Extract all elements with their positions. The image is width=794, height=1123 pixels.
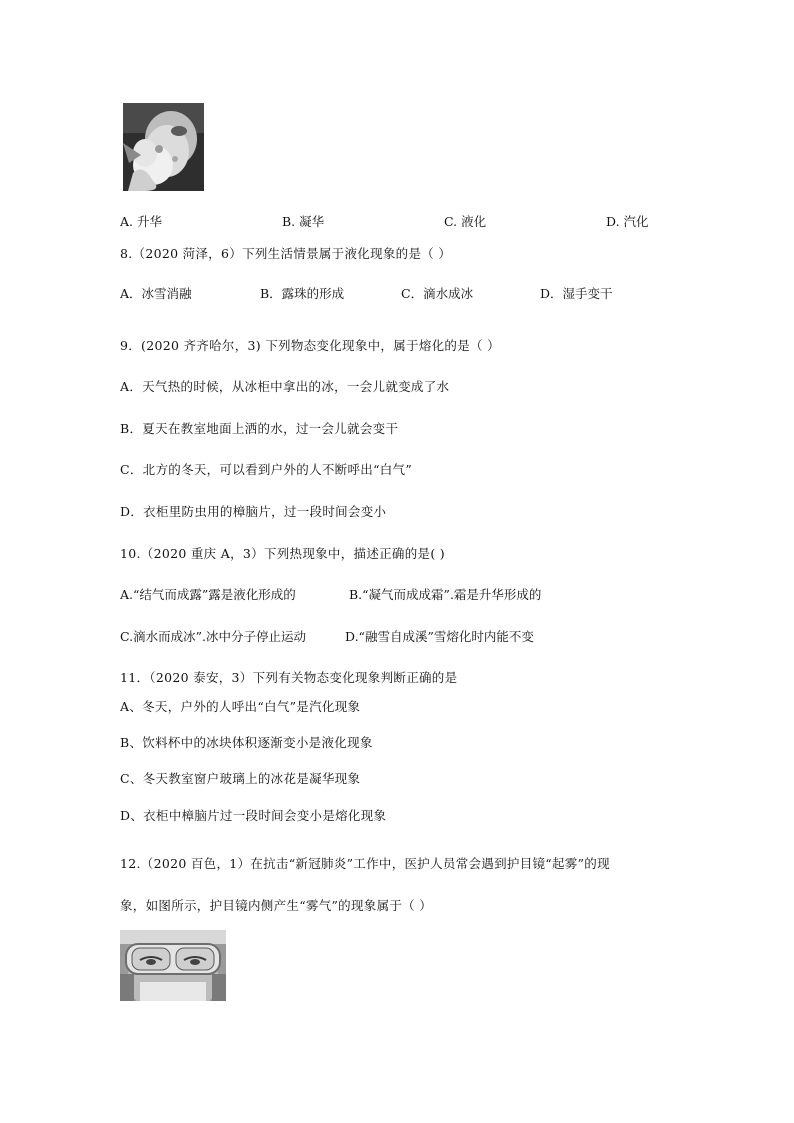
q8-option-b: B．露珠的形成 (260, 286, 345, 301)
frost-face-image (123, 103, 204, 191)
q7-option-d: D. 汽化 (606, 214, 649, 229)
q11-option-a: A、冬天，户外的人呼出“白气”是汽化现象 (120, 699, 361, 714)
q9-stem: 9．(2020 齐齐哈尔，3) 下列物态变化现象中，属于熔化的是（ ） (120, 338, 500, 353)
q10-stem: 10.（2020 重庆 A，3）下列热现象中，描述正确的是( ) (120, 546, 445, 561)
q10-option-b: B.“凝气而成成霜”.霜是升华形成的 (349, 587, 542, 602)
q10-option-a: A.“结气而成露”露是液化形成的 (120, 587, 296, 602)
q11-option-b: B、饮料杯中的冰块体积逐渐变小是液化现象 (120, 735, 373, 750)
q12-stem-line1: 12.（2020 百色，1）在抗击“新冠肺炎”工作中，医护人员常会遇到护目镜“起雾”的现 (120, 856, 610, 871)
q7-option-b: B. 凝华 (282, 214, 325, 229)
q9-option-b: B．夏天在教室地面上洒的水，过一会儿就会变干 (120, 421, 399, 436)
q8-option-c: C．滴水成冰 (401, 286, 474, 301)
q7-option-c: C. 液化 (444, 214, 487, 229)
q11-stem: 11．（2020 泰安，3）下列有关物态变化现象判断正确的是 (120, 670, 458, 685)
q7-option-a: A. 升华 (120, 214, 162, 229)
q10-option-d: D.“融雪自成溪”雪熔化时内能不变 (345, 629, 534, 644)
q9-option-d: D．衣柜里防虫用的樟脑片，过一段时间会变小 (120, 504, 387, 519)
q12-stem-line2: 象，如图所示，护目镜内侧产生“雾气”的现象属于（ ） (120, 898, 433, 913)
q10-option-c: C.滴水而成冰”.冰中分子停止运动 (120, 629, 306, 644)
q8-option-d: D．湿手变干 (540, 286, 613, 301)
q9-option-a: A．天气热的时候，从冰柜中拿出的冰，一会儿就变成了水 (120, 379, 450, 394)
q11-option-d: D、衣柜中樟脑片过一段时间会变小是熔化现象 (120, 808, 387, 823)
q11-option-c: C、冬天教室窗户玻璃上的冰花是凝华现象 (120, 771, 361, 786)
q8-option-a: A．冰雪消融 (120, 286, 192, 301)
goggles-image (120, 930, 226, 1001)
q8-stem: 8.（2020 菏泽，6）下列生活情景属于液化现象的是（ ） (120, 246, 452, 261)
q9-option-c: C．北方的冬天，可以看到户外的人不断呼出“白气” (120, 462, 413, 477)
